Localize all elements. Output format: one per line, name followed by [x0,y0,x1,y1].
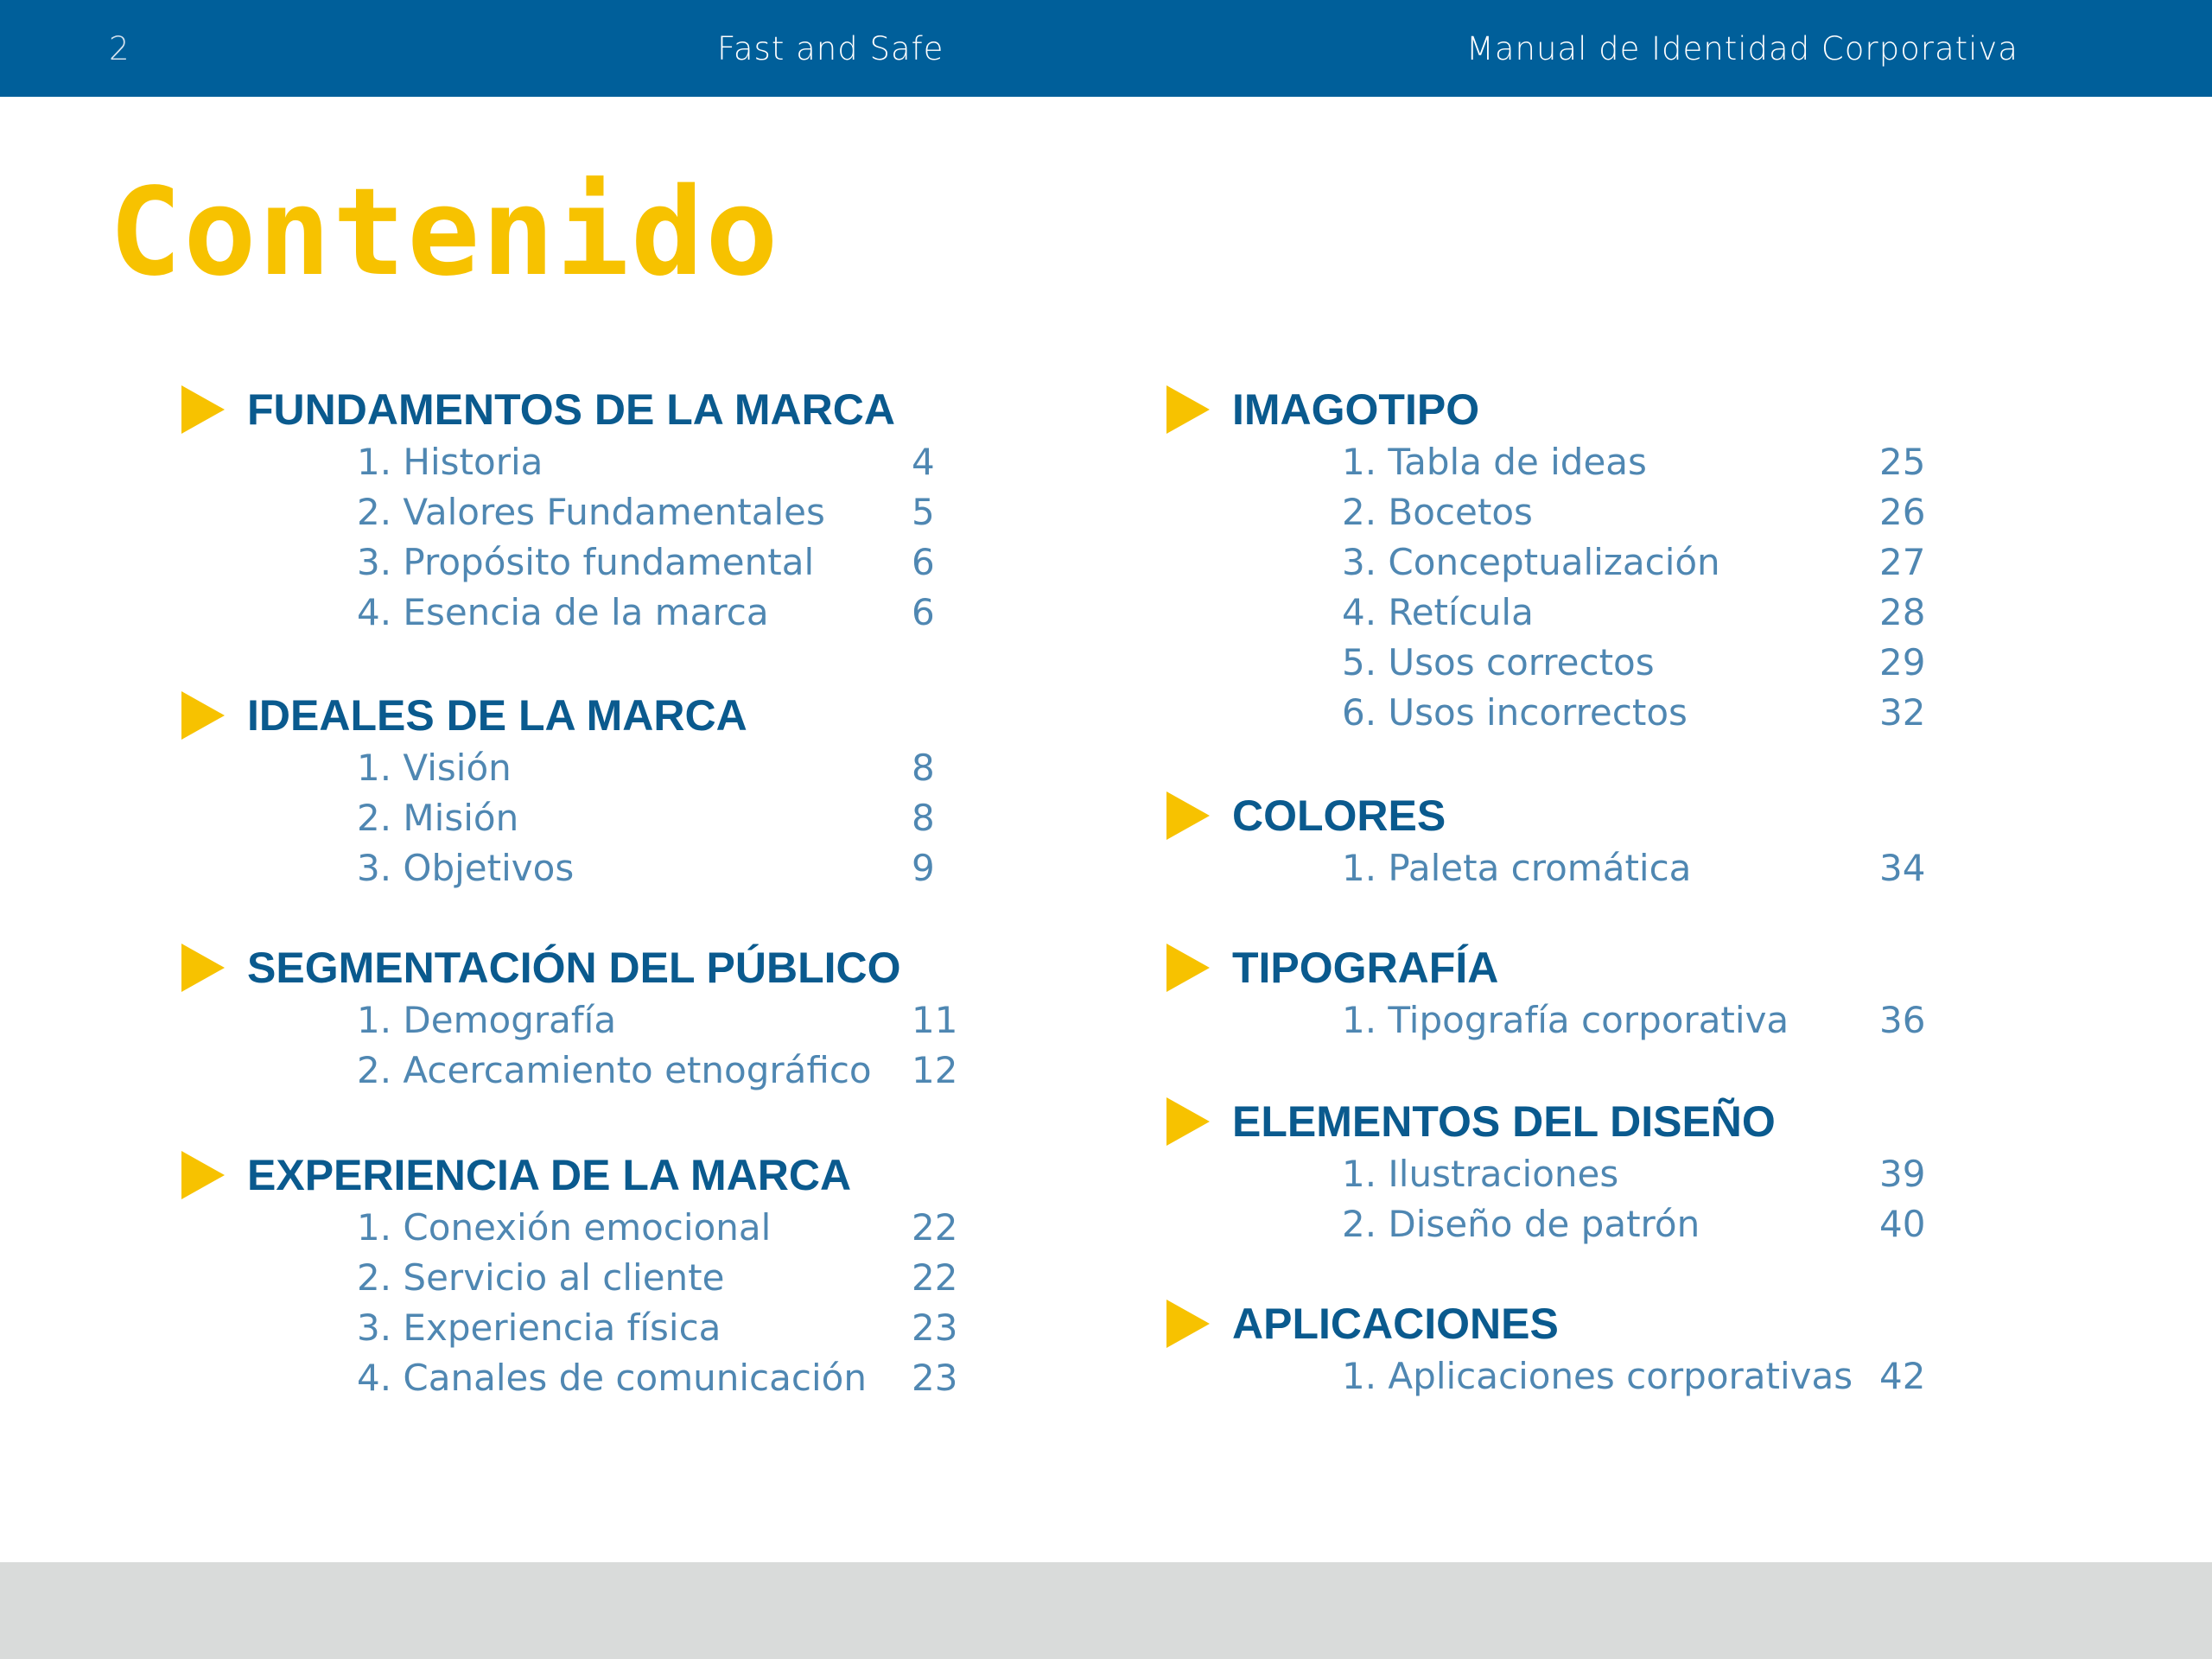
section-title: FUNDAMENTOS DE LA MARCA [247,385,895,434]
entry-label: 4. Canales de comunicación [357,1357,867,1399]
entry-label: 5. Usos correctos [1342,641,1655,683]
entry-page: 8 [912,797,935,839]
entry-label: 1. Conexión emocional [357,1206,772,1249]
triangle-arrow-icon [181,691,225,740]
page-footer [0,1562,2212,1659]
entry-label: 2. Bocetos [1342,491,1533,533]
entry-page: 22 [912,1206,958,1249]
entry-label: 2. Diseño de patrón [1342,1203,1700,1245]
entry-page: 36 [1879,999,1926,1041]
entry-label: 1. Historia [357,441,543,483]
entry-page: 34 [1879,847,1926,889]
entry-page: 42 [1879,1355,1926,1397]
section-title: ELEMENTOS DEL DISEÑO [1232,1097,1776,1146]
entry-page: 29 [1879,641,1926,683]
entry-label: 3. Objetivos [357,847,575,889]
entry-label: 2. Valores Fundamentales [357,491,825,533]
entry-page: 6 [912,591,935,633]
section-heading[interactable] [1166,384,1479,435]
triangle-arrow-icon [1166,944,1210,992]
section-heading[interactable] [1166,790,1446,842]
entry-page: 11 [912,999,958,1041]
entry-label: 3. Propósito fundamental [357,541,815,583]
section-title: IDEALES DE LA MARCA [247,691,747,740]
section-title: APLICACIONES [1232,1300,1559,1348]
section-heading[interactable] [181,690,747,741]
page-header [0,0,2212,97]
section-title: SEGMENTACIÓN DEL PÚBLICO [247,944,901,992]
section-title: COLORES [1232,791,1446,840]
page-number: 2 [109,30,130,67]
entry-page: 40 [1879,1203,1926,1245]
brand-name: Fast and Safe [717,30,944,67]
entry-page: 26 [1879,491,1926,533]
entry-page: 32 [1879,691,1926,734]
triangle-arrow-icon [1166,1097,1210,1146]
entry-page: 9 [912,847,935,889]
entry-label: 2. Acercamiento etnográfico [357,1049,872,1091]
entry-label: 6. Usos incorrectos [1342,691,1688,734]
section-heading[interactable] [1166,1298,1559,1350]
entry-label: 3. Experiencia física [357,1306,721,1349]
section-heading[interactable] [181,1149,851,1201]
triangle-arrow-icon [181,944,225,992]
entry-page: 23 [912,1357,958,1399]
entry-label: 2. Servicio al cliente [357,1256,725,1299]
entry-page: 5 [912,491,935,533]
section-heading[interactable] [1166,942,1498,994]
entry-page: 4 [912,441,935,483]
entry-page: 8 [912,747,935,789]
entry-label: 1. Tabla de ideas [1342,441,1647,483]
entry-page: 27 [1879,541,1926,583]
triangle-arrow-icon [1166,385,1210,434]
entry-page: 23 [912,1306,958,1349]
entry-page: 12 [912,1049,958,1091]
entry-label: 3. Conceptualización [1342,541,1720,583]
triangle-arrow-icon [181,1151,225,1199]
triangle-arrow-icon [181,385,225,434]
section-title: IMAGOTIPO [1232,385,1480,434]
section-title: TIPOGRAFÍA [1232,944,1499,992]
entry-label: 1. Demografía [357,999,617,1041]
entry-page: 22 [912,1256,958,1299]
entry-label: 4. Esencia de la marca [357,591,769,633]
triangle-arrow-icon [1166,791,1210,840]
section-heading[interactable] [181,384,895,435]
entry-label: 4. Retícula [1342,591,1534,633]
section-heading[interactable] [181,942,901,994]
manual-title: Manual de Identidad Corporativa [1465,30,2018,67]
entry-label: 2. Misión [357,797,519,839]
page-title: Contenido [109,162,780,303]
entry-label: 1. Ilustraciones [1342,1153,1619,1195]
entry-label: 1. Tipografía corporativa [1342,999,1789,1041]
section-heading[interactable] [1166,1096,1776,1147]
section-title: EXPERIENCIA DE LA MARCA [247,1151,852,1199]
entry-label: 1. Visión [357,747,512,789]
entry-page: 6 [912,541,935,583]
triangle-arrow-icon [1166,1300,1210,1348]
entry-page: 39 [1879,1153,1926,1195]
entry-page: 28 [1879,591,1926,633]
entry-page: 25 [1879,441,1926,483]
entry-label: 1. Aplicaciones corporativas [1342,1355,1853,1397]
entry-label: 1. Paleta cromática [1342,847,1692,889]
